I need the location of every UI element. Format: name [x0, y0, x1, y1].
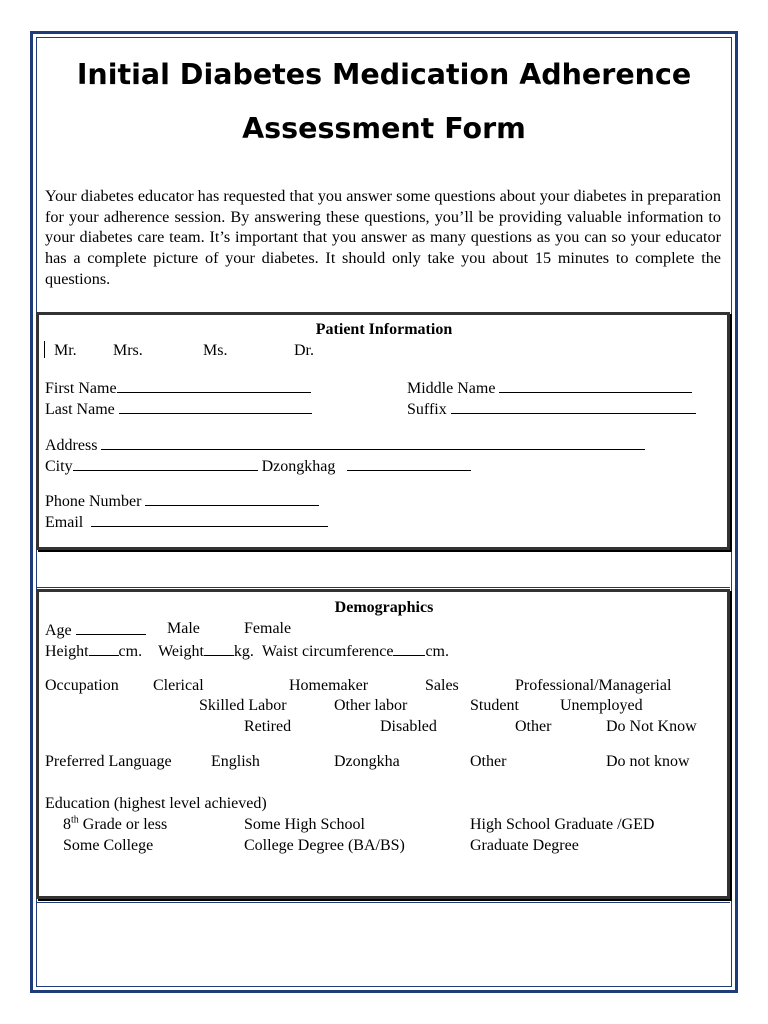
occupation-other-labor[interactable]: Other labor: [334, 697, 408, 714]
waist-unit: cm.: [425, 643, 449, 660]
occupation-label: Occupation: [45, 677, 119, 694]
suffix-label: Suffix: [407, 401, 447, 418]
salutation-dr[interactable]: Dr.: [294, 342, 314, 359]
first-name-field[interactable]: [45, 377, 311, 399]
measurements-row[interactable]: [45, 640, 449, 662]
occupation-retired[interactable]: Retired: [244, 718, 292, 735]
education-grade-text: Grade or less: [78, 816, 168, 833]
language-label: Preferred Language: [45, 753, 172, 770]
height-label: Height: [45, 643, 89, 660]
bottom-divider: [36, 902, 730, 903]
phone-line[interactable]: [145, 490, 319, 506]
education-some-high-school[interactable]: Some High School: [244, 816, 365, 833]
dzongkhag-label: Dzongkhag: [261, 458, 336, 475]
phone-field[interactable]: [45, 490, 319, 512]
education-some-college[interactable]: Some College: [63, 837, 154, 854]
occupation-unemployed[interactable]: Unemployed: [560, 697, 643, 714]
occupation-homemaker[interactable]: Homemaker: [289, 677, 369, 694]
language-dzongkha[interactable]: Dzongkha: [334, 753, 400, 770]
occupation-other[interactable]: Other: [515, 718, 552, 735]
section-divider: [36, 587, 730, 588]
height-unit: cm.: [118, 643, 143, 660]
age-label: Age: [45, 622, 72, 639]
occupation-do-not-know[interactable]: Do Not Know: [606, 718, 697, 735]
education-grade-suffix: th: [71, 814, 79, 826]
last-name-field[interactable]: [45, 398, 312, 420]
language-do-not-know[interactable]: Do not know: [606, 753, 690, 770]
address-label: Address: [45, 437, 98, 454]
dzongkhag-line[interactable]: [347, 455, 471, 471]
gender-male[interactable]: Male: [167, 620, 200, 637]
suffix-field[interactable]: [407, 398, 696, 420]
demographics-heading: Demographics: [334, 599, 434, 616]
suffix-line[interactable]: [451, 398, 696, 414]
occupation-disabled[interactable]: Disabled: [380, 718, 437, 735]
last-name-line[interactable]: [119, 398, 312, 414]
text-cursor: [44, 341, 45, 358]
education-graduate-degree[interactable]: Graduate Degree: [470, 837, 579, 854]
email-label: Email: [45, 514, 84, 531]
salutation-mr[interactable]: Mr.: [54, 342, 77, 359]
address-line[interactable]: [101, 434, 645, 450]
occupation-professional[interactable]: Professional/Managerial: [515, 677, 672, 694]
occupation-clerical[interactable]: Clerical: [153, 677, 204, 694]
language-english[interactable]: English: [211, 753, 260, 770]
patient-info-heading: Patient Information: [315, 321, 453, 338]
waist-label: Waist circumference: [261, 643, 394, 660]
first-name-line[interactable]: [117, 377, 311, 393]
city-label: City: [45, 458, 73, 475]
education-grade-number: 8: [63, 816, 71, 833]
phone-label: Phone Number: [45, 493, 142, 510]
age-field[interactable]: [45, 619, 146, 641]
occupation-student[interactable]: Student: [470, 697, 519, 714]
waist-line[interactable]: [393, 640, 425, 656]
form-title-line2: Assessment Form: [242, 112, 526, 145]
email-field[interactable]: [45, 511, 328, 533]
email-line[interactable]: [91, 511, 328, 527]
address-field[interactable]: [45, 434, 645, 456]
salutation-mrs[interactable]: Mrs.: [113, 342, 143, 359]
city-field[interactable]: [45, 455, 471, 477]
weight-line[interactable]: [204, 640, 234, 656]
education-label: Education (highest level achieved): [45, 795, 267, 812]
age-line[interactable]: [76, 619, 146, 635]
first-name-label: First Name: [45, 380, 117, 397]
middle-name-line[interactable]: [499, 377, 692, 393]
education-college-degree[interactable]: College Degree (BA/BS): [244, 837, 405, 854]
last-name-label: Last Name: [45, 401, 115, 418]
salutation-ms[interactable]: Ms.: [203, 342, 228, 359]
occupation-sales[interactable]: Sales: [425, 677, 459, 694]
middle-name-field[interactable]: [407, 377, 692, 399]
form-title-line1: Initial Diabetes Medication Adherence: [76, 58, 692, 91]
education-high-school-graduate[interactable]: High School Graduate /GED: [470, 816, 655, 833]
middle-name-label: Middle Name: [407, 380, 496, 397]
intro-paragraph: Your diabetes educator has requested that you answer some questions about your diabetes in preparation for your adherence session. By answering these questions, you’ll be providing valuable information to your diabetes care team. It’s important that you answer as many questions as you can so your educator has a complete picture of your diabetes. It should only take you about 15 minutes to complete the questions.: [45, 187, 721, 288]
education-8th-grade[interactable]: [63, 815, 167, 835]
weight-label: Weight: [158, 643, 204, 660]
weight-unit: kg.: [233, 643, 254, 660]
occupation-skilled-labor[interactable]: Skilled Labor: [199, 697, 287, 714]
height-line[interactable]: [89, 640, 119, 656]
gender-female[interactable]: Female: [244, 620, 292, 637]
city-line[interactable]: [73, 455, 258, 471]
language-other[interactable]: Other: [470, 753, 507, 770]
